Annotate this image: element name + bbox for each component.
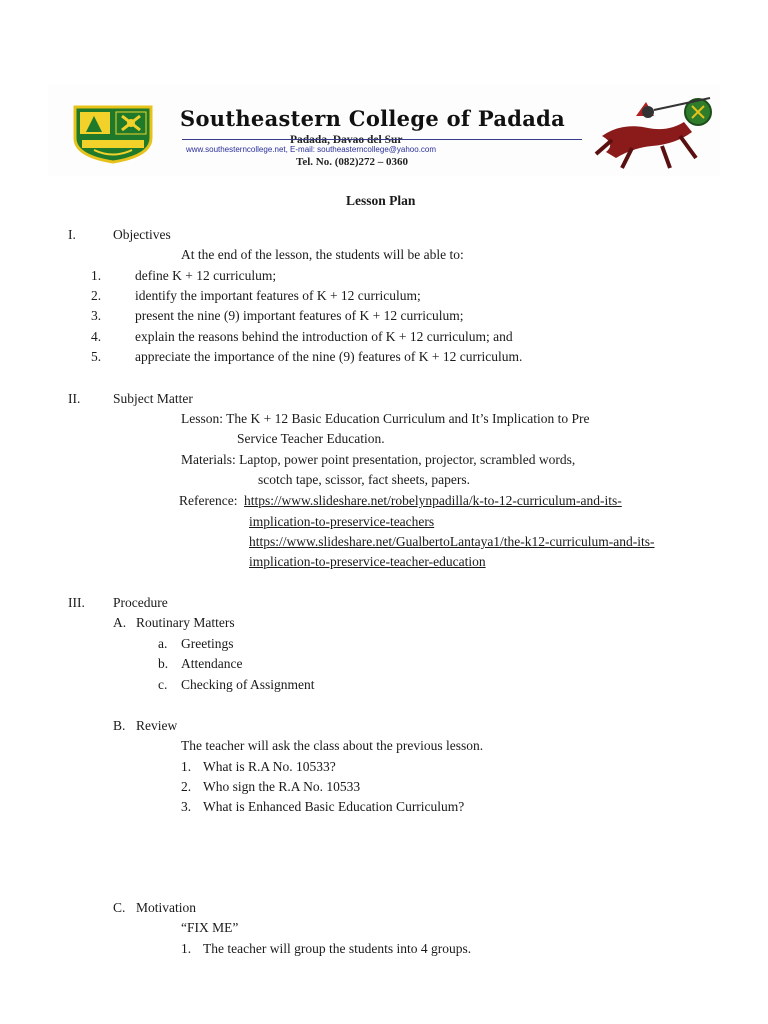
list-number: 2. (181, 779, 192, 794)
objectives-heading: Objectives (113, 227, 171, 242)
routinary-item: Greetings (181, 636, 234, 651)
section-letter: A. (113, 615, 127, 630)
motivation-step: The teacher will group the students into 4 groups. (203, 941, 472, 956)
procedure-heading: Procedure (113, 595, 168, 610)
list-number: 1. (91, 268, 102, 283)
college-name: Southeastern College of Padada (180, 106, 566, 131)
college-shield-logo (72, 104, 154, 164)
objectives-numeral: I. (68, 227, 76, 242)
list-number: 3. (181, 799, 192, 814)
routinary-heading: Routinary Matters (136, 615, 235, 630)
reference-link-1[interactable]: https://www.slideshare.net/robelynpadilla/k-to-12-curriculum-and-its- (244, 493, 622, 508)
college-contact: www.southesterncollege.net, E-mail: southeasterncollege@yahoo.com (186, 145, 437, 154)
section-letter: B. (113, 718, 126, 733)
document-title: Lesson Plan (346, 193, 416, 208)
review-question: Who sign the R.A No. 10533 (203, 779, 361, 794)
reference-link-2[interactable]: https://www.slideshare.net/GualbertoLantaya1/the-k12-curriculum-and-its- (249, 534, 655, 549)
objectives-intro: At the end of the lesson, the students will be able to: (181, 247, 464, 262)
subject-matter-numeral: II. (68, 391, 81, 406)
objective-item: define K + 12 curriculum; (135, 268, 277, 283)
list-letter: b. (158, 656, 169, 671)
list-letter: a. (158, 636, 168, 651)
letterhead (48, 84, 720, 176)
list-letter: c. (158, 677, 168, 692)
motivation-game-title: “FIX ME” (181, 920, 239, 935)
college-address: Padada, Davao del Sur (290, 134, 403, 146)
list-number: 1. (181, 759, 192, 774)
review-intro: The teacher will ask the class about the previous lesson. (181, 738, 484, 753)
motivation-heading: Motivation (136, 900, 196, 915)
objective-item: present the nine (9) important features of K + 12 curriculum; (135, 308, 464, 323)
college-telephone: Tel. No. (082)272 – 0360 (296, 156, 409, 168)
procedure-numeral: III. (68, 595, 85, 610)
reference-link-1-continued[interactable]: implication-to-preservice-teachers (249, 514, 435, 529)
lesson-line-continued: Service Teacher Education. (237, 431, 385, 446)
reference-link-2-continued[interactable]: implication-to-preservice-teacher-education (249, 554, 486, 569)
objective-item: explain the reasons behind the introduction of K + 12 curriculum; and (135, 329, 513, 344)
materials-line: Materials: Laptop, power point presentation, projector, scrambled words, (181, 452, 576, 467)
list-number: 2. (91, 288, 102, 303)
letterhead-rule (182, 139, 582, 140)
review-question: What is R.A No. 10533? (203, 759, 336, 774)
routinary-item: Checking of Assignment (181, 677, 315, 692)
horseman-crest-image (592, 92, 716, 172)
list-number: 5. (91, 349, 102, 364)
routinary-item: Attendance (181, 656, 243, 671)
list-number: 4. (91, 329, 102, 344)
list-number: 1. (181, 941, 192, 956)
section-letter: C. (113, 900, 126, 915)
materials-line-continued: scotch tape, scissor, fact sheets, papers. (258, 472, 471, 487)
list-number: 3. (91, 308, 102, 323)
lesson-line: Lesson: The K + 12 Basic Education Curriculum and It’s Implication to Pre (181, 411, 590, 426)
subject-matter-heading: Subject Matter (113, 391, 193, 406)
reference-label: Reference: (179, 493, 238, 508)
review-question: What is Enhanced Basic Education Curriculum? (203, 799, 465, 814)
review-heading: Review (136, 718, 178, 733)
objective-item: appreciate the importance of the nine (9) features of K + 12 curriculum. (135, 349, 523, 364)
objective-item: identify the important features of K + 12 curriculum; (135, 288, 421, 303)
